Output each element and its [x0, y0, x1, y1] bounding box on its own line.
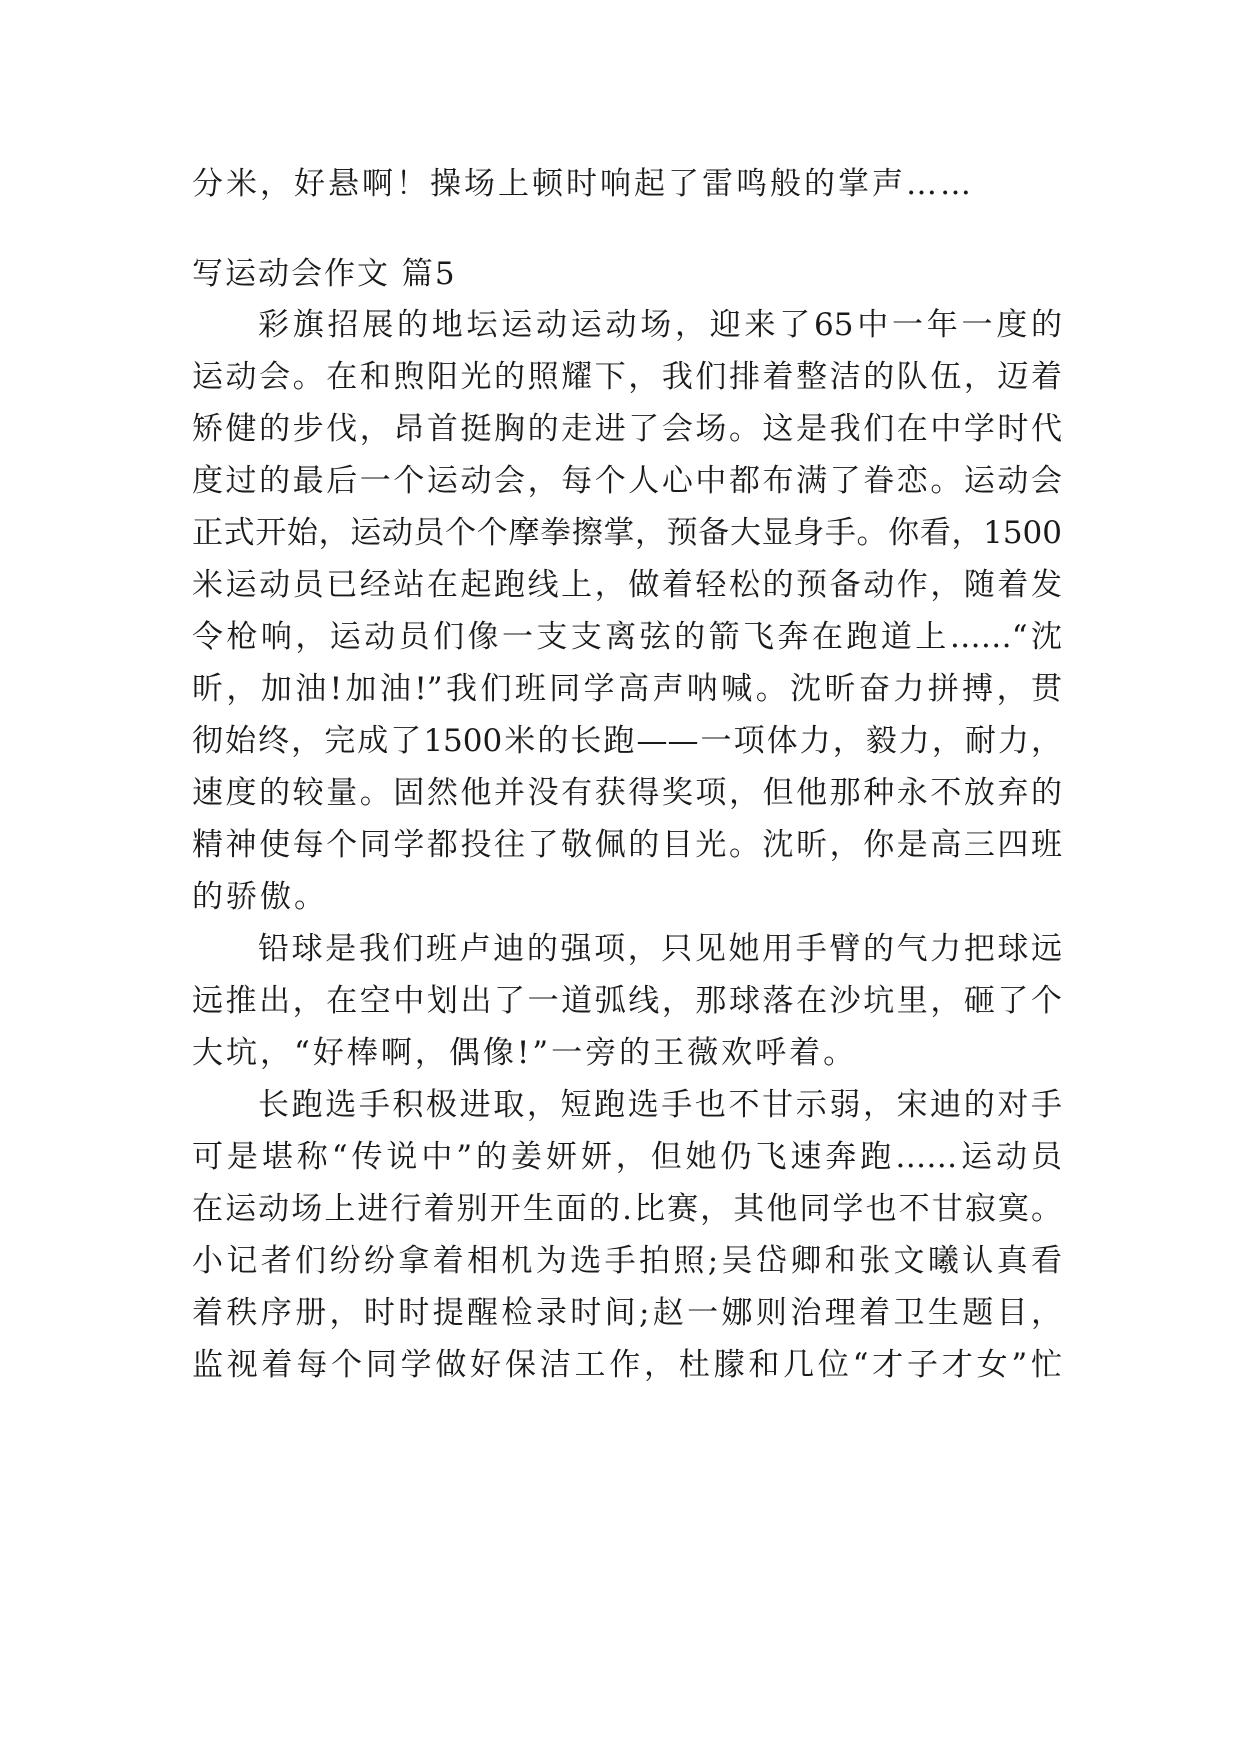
text-line: 的骄傲。 [192, 879, 328, 915]
text-line: 运动会。在和煦阳光的照耀下，我们排着整洁的队伍，迈着 [192, 359, 1062, 395]
text-line: 铅球是我们班卢迪的强项，只见她用手臂的气力把球远 [258, 931, 1062, 967]
text-line: 在运动场上进行着别开生面的.比赛，其他同学也不甘寂寞。 [192, 1191, 1062, 1227]
section-heading: 写运动会作文 篇5 [192, 256, 457, 292]
text-line: 大坑，“好棒啊，偶像!”一旁的王薇欢呼着。 [192, 1035, 858, 1071]
text-line: 度过的最后一个运动会，每个人心中都布满了眷恋。运动会 [192, 463, 1062, 499]
text-line: 分米，好悬啊！操场上顿时响起了雷鸣般的掌声…… [192, 166, 974, 202]
text-line: 正式开始，运动员个个摩拳擦掌，预备大显身手。你看，1500 [192, 515, 1062, 551]
text-line: 速度的较量。固然他并没有获得奖项，但他那种永不放弃的 [192, 775, 1062, 811]
text-line: 监视着每个同学做好保洁工作，杜朦和几位“才子才女”忙 [192, 1347, 1062, 1383]
text-line: 着秩序册，时时提醒检录时间;赵一娜则治理着卫生题目， [192, 1295, 1062, 1331]
text-line: 小记者们纷纷拿着相机为选手拍照;吴岱卿和张文曦认真看 [192, 1243, 1062, 1279]
text-line: 昕，加油!加油!”我们班同学高声呐喊。沈昕奋力拼搏，贯 [192, 671, 1062, 707]
text-line: 长跑选手积极进取，短跑选手也不甘示弱，宋迪的对手 [258, 1087, 1062, 1123]
text-line: 矫健的步伐，昂首挺胸的走进了会场。这是我们在中学时代 [192, 411, 1062, 447]
text-line: 可是堪称“传说中”的姜妍妍，但她仍飞速奔跑……运动员 [192, 1139, 1062, 1175]
text-line: 彻始终，完成了1500米的长跑——一项体力，毅力，耐力， [192, 723, 1062, 759]
text-line: 米运动员已经站在起跑线上，做着轻松的预备动作，随着发 [192, 567, 1062, 603]
text-line: 彩旗招展的地坛运动运动场，迎来了65中一年一度的 [258, 307, 1062, 343]
text-line: 令枪响，运动员们像一支支离弦的箭飞奔在跑道上……“沈 [192, 619, 1062, 655]
text-line: 远推出，在空中划出了一道弧线，那球落在沙坑里，砸了个 [192, 983, 1062, 1019]
text-line: 精神使每个同学都投往了敬佩的目光。沈昕，你是高三四班 [192, 827, 1062, 863]
